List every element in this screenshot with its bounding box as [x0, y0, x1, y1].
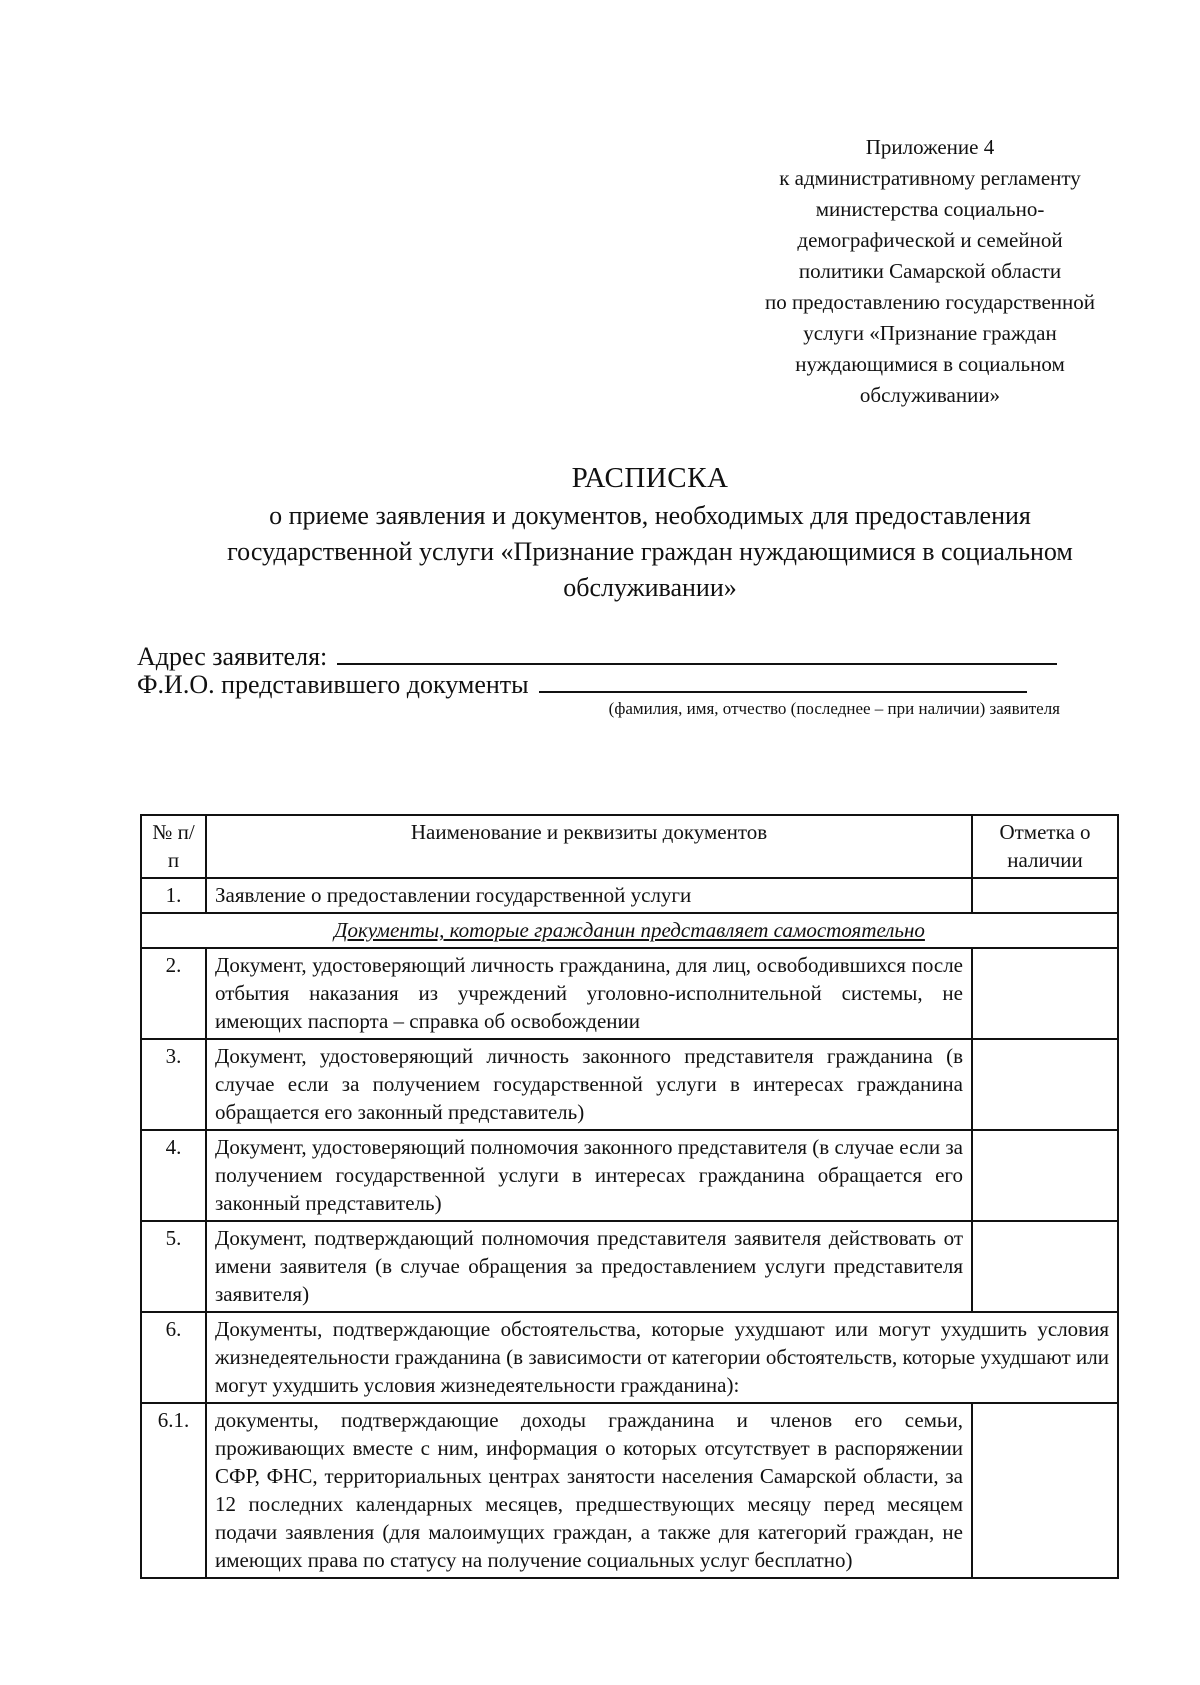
row-num: 5.	[141, 1221, 206, 1312]
table-row	[141, 1039, 1118, 1130]
fio-row	[137, 668, 1027, 702]
table-row	[141, 1403, 1118, 1578]
documents-table	[140, 814, 1119, 1579]
annex-line: услуги «Признание граждан	[803, 321, 1057, 345]
row-mark-cell[interactable]	[972, 878, 1118, 913]
row-mark-cell[interactable]	[972, 1130, 1118, 1221]
row-num: 6.	[141, 1312, 206, 1403]
row-mark-cell[interactable]	[972, 1221, 1118, 1312]
section-label: Документы, которые гражданин представляет самостоятельно	[141, 913, 1118, 948]
table-row	[141, 948, 1118, 1039]
title-main: РАСПИСКА	[571, 462, 729, 494]
section-row	[141, 913, 1118, 948]
annex-line: нуждающимися в социальном	[795, 352, 1065, 376]
row-num: 1.	[141, 878, 206, 913]
row-text: Документ, удостоверяющий личность гражданина, для лиц, освободившихся после отбытия наказания из учреждений уголовно-исполнительной системы, не имеющих паспорта – справка об освобождении	[206, 948, 972, 1039]
table-row	[141, 1221, 1118, 1312]
row-num: 3.	[141, 1039, 206, 1130]
table-row	[141, 878, 1118, 913]
table-header-row	[141, 815, 1118, 878]
annex-line: к административному регламенту	[779, 166, 1081, 190]
fio-label: Ф.И.О. представившего документы	[137, 670, 529, 699]
annex-line: по предоставлению государственной	[764, 290, 1096, 314]
row-num: 6.1.	[141, 1403, 206, 1578]
annex-line: политики Самарской области	[798, 259, 1062, 283]
row-text: Документ, удостоверяющий личность законного представителя гражданина (в случае если за получением государственной услуги в интересах гражданина обращается его законный представитель)	[206, 1039, 972, 1130]
annex-line: демографической и семейной	[797, 228, 1063, 252]
address-blank-line[interactable]	[337, 662, 1057, 665]
row-text: Заявление о предоставлении государственной услуги	[206, 878, 972, 913]
row-mark-cell[interactable]	[972, 1403, 1118, 1578]
row-text: Документ, подтверждающий полномочия представителя заявителя действовать от имени заявителя (в случае обращения за предоставлением услуги представителя заявителя)	[206, 1221, 972, 1312]
annex-line: Приложение 4	[865, 135, 995, 159]
header-num: № п/п	[141, 815, 206, 878]
fio-hint: (фамилия, имя, отчество (последнее – при наличии) заявителя	[608, 699, 1060, 718]
title-sub-line: обслуживании»	[563, 573, 737, 602]
annex-line: министерства социально-	[815, 197, 1045, 221]
title-sub-line: государственной услуги «Признание граждан нуждающимися в социальном	[227, 537, 1073, 566]
table-row	[141, 1130, 1118, 1221]
fio-blank-line[interactable]	[539, 690, 1027, 693]
row-mark-cell[interactable]	[972, 948, 1118, 1039]
row-text: Документ, удостоверяющий полномочия законного представителя (в случае если за получением государственной услуги в интересах гражданина обращается его законный представитель)	[206, 1130, 972, 1221]
annex-block	[730, 132, 1130, 411]
row-text: документы, подтверждающие доходы гражданина и членов его семьи, проживающих вместе с ним, информация о которых отсутствует в распоряжении СФР, ФНС, территориальных центрах занятости населения Самарской области, за 12 последних календарных месяцев, предшествующих месяцу перед месяцем подачи заявления (для малоимущих граждан, а также для категорий граждан, не имеющих права по статусу на получение социальных услуг бесплатно)	[206, 1403, 972, 1578]
document-title	[150, 458, 1150, 606]
table-row	[141, 1312, 1118, 1403]
header-mark: Отметка о наличии	[972, 815, 1118, 878]
annex-line: обслуживании»	[859, 383, 1001, 407]
row-text: Документы, подтверждающие обстоятельства, которые ухудшают или могут ухудшить условия жизнедеятельности гражданина (в зависимости от категории обстоятельств, которые ухудшают или могут ухудшить условия жизнедеятельности гражданина):	[206, 1312, 1118, 1403]
title-sub-line: о приеме заявления и документов, необходимых для предоставления	[269, 501, 1031, 530]
address-label: Адрес заявителя:	[137, 642, 328, 671]
row-num: 4.	[141, 1130, 206, 1221]
row-num: 2.	[141, 948, 206, 1039]
row-mark-cell[interactable]	[972, 1039, 1118, 1130]
header-name: Наименование и реквизиты документов	[206, 815, 972, 878]
